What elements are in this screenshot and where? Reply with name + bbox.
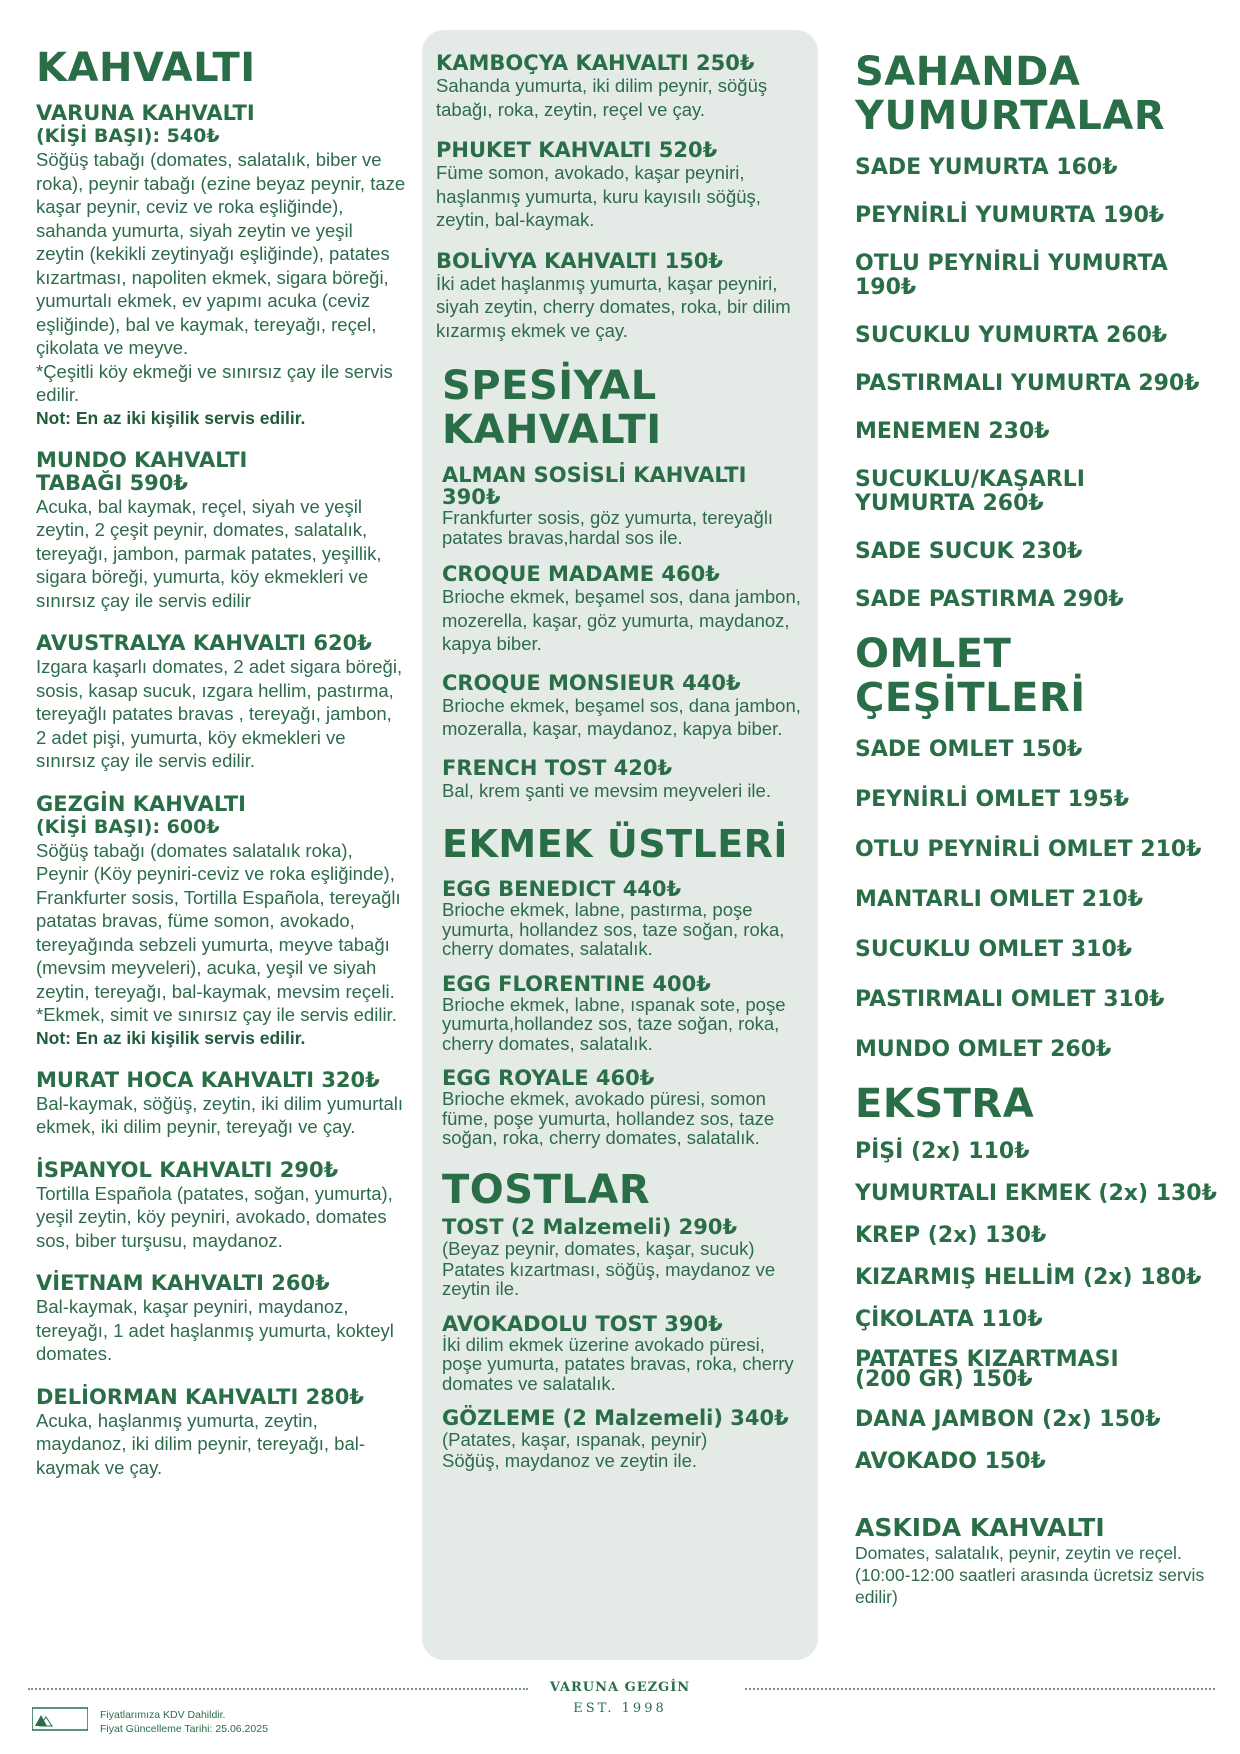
item-title: PHUKET KAHVALTI 520₺ — [436, 138, 718, 162]
item-note: Not: En az iki kişilik servis edilir. — [36, 407, 306, 428]
list-item: PEYNİRLİ OMLET 195₺ — [855, 787, 1130, 812]
spesiyal-section — [436, 364, 806, 1471]
askida-kahvalti — [855, 1514, 1225, 1608]
item-desc: Söğüş, maydanoz ve zeytin ile. — [442, 1450, 698, 1471]
item-price: 390₺ — [442, 485, 501, 509]
item-desc: Brioche ekmek, beşamel sos, dana jambon, mozeralla, kaşar, maydanoz, kapya biber. — [442, 694, 801, 739]
menu-item-french-tost — [442, 757, 806, 803]
menu-item-tost — [442, 1216, 806, 1299]
menu-item-deliorman — [36, 1386, 406, 1480]
menu-item-egg-benedict — [442, 878, 806, 959]
list-item: YUMURTALI EKMEK (2x) 130₺ — [855, 1181, 1217, 1206]
item-title: GÖZLEME (2 Malzemeli) 340₺ — [442, 1406, 789, 1430]
omlet-heading: OMLET ÇEŞİTLERİ — [855, 631, 1086, 721]
item-desc: Füme somon, avokado, kaşar peyniri, haşlanmış yumurta, kuru kayısılı söğüş, zeytin, bal-kaymak. — [436, 162, 761, 230]
menu-item-gozleme — [442, 1407, 806, 1471]
item-desc: Söğüş tabağı (domates, salatalık, biber ve roka), peynir tabağı (ezine beyaz peynir, taze kaşar peynir, ceviz ve roka eşliğinde), sahanda yumurta, siyah zeytin ve yeşil zeytin (kekikli zeytinyağı eşliğinde), patates kızartması, napoliten ekmek, sigara böreği, yumurtalı ekmek, ev yapımı acuka (ceviz eşliğinde), bal ve kaymak, tereyağı, reçel, çikolata ve meyve. — [36, 149, 406, 358]
item-desc: İki adet haşlanmış yumurta, kaşar peyniri, siyah zeytin, cherry domates, roka, bir dilim kızarmış ekmek ve çay. — [436, 272, 791, 341]
item-desc: Bal-kaymak, kaşar peyniri, maydanoz, tereyağı, 1 adet haşlanmış yumurta, kokteyl domates. — [36, 1296, 394, 1364]
list-item: SADE YUMURTA 160₺ — [855, 155, 1118, 180]
yerli-uretim-logo-icon — [32, 1707, 88, 1731]
item-title: CROQUE MADAME 460₺ — [442, 562, 720, 586]
list-item: OTLU PEYNİRLİ OMLET 210₺ — [855, 837, 1202, 862]
ekmek-heading: EKMEK ÜSTLERİ — [442, 822, 789, 866]
item-desc: Brioche ekmek, labne, ıspanak sote, poşe yumurta,hollandez sos, taze soğan, roka, cherry domates, salatalık. — [442, 993, 786, 1054]
item-title: AVOKADOLU TOST 390₺ — [442, 1311, 723, 1336]
item-note: Not: En az iki kişilik servis edilir. — [36, 1027, 306, 1048]
item-desc: Acuka, bal kaymak, reçel, siyah ve yeşil zeytin, 2 çeşit peynir, domates, salatalık, tereyağı, jambon, parmak patates, yeşillik, sigara böreği, yumurta, köy ekmekleri ve sınırsız çay ile servis edilir — [36, 495, 382, 611]
list-item: KREP (2x) 130₺ — [855, 1223, 1047, 1248]
list-item: KIZARMIŞ HELLİM (2x) 180₺ — [855, 1265, 1202, 1290]
item-title: ALMAN SOSİSLİ KAHVALTI — [442, 463, 747, 487]
footer-info — [100, 1708, 268, 1736]
item-desc-extra: *Çeşitli köy ekmeği ve sınırsız çay ile servis edilir. — [36, 360, 393, 405]
list-item: PATATES KIZARTMASI (200 GR) 150₺ — [855, 1347, 1119, 1392]
list-item: PİŞİ (2x) 110₺ — [855, 1139, 1030, 1164]
item-desc: Izgara kaşarlı domates, 2 adet sigara böreği, sosis, kasap sucuk, ızgara hellim, pastırma, tereyağlı patates bravas , tereyağı, jambon, 2 adet pişi, yumurta, köy ekmekleri ve sınırsız çay ile servis edilir. — [36, 656, 403, 771]
list-item: SUCUKLU YUMURTA 260₺ — [855, 323, 1168, 348]
menu-item-mundo — [36, 449, 406, 613]
item-title: KAMBOÇYA KAHVALTI 250₺ — [436, 51, 755, 75]
menu-item-bolivya — [436, 250, 806, 343]
item-title: VARUNA KAHVALTI — [36, 101, 255, 125]
item-title: AVUSTRALYA KAHVALTI 620₺ — [36, 631, 372, 655]
menu-item-phuket — [436, 139, 806, 232]
item-title: BOLİVYA KAHVALTI 150₺ — [436, 248, 724, 273]
menu-item-gezgin — [36, 793, 406, 1049]
item-desc: Sahanda yumurta, iki dilim peynir, söğüş tabağı, roka, zeytin, reçel ve çay. — [436, 75, 768, 120]
item-desc: Söğüş tabağı (domates salatalık roka), Peynir (Köy peyniri-ceviz ve roka eşliğinde), Frankfurter sosis, Tortilla Española, tereyağlı patatas bravas, füme somon, avokado, tereyağında sebzeli yumurta, meyve tabağı (mevsim meyveleri), acuka, yeşil ve siyah zeytin, tereyağı, bal-kaymak, mevsim reçeli. — [36, 839, 401, 1002]
ekstra-heading: EKSTRA — [855, 1081, 1035, 1127]
brand-est: EST. 1998 — [573, 1701, 667, 1716]
list-item: MUNDO OMLET 260₺ — [855, 1037, 1112, 1062]
list-item: OTLU PEYNİRLİ YUMURTA 190₺ — [855, 251, 1168, 300]
kahvalti-column — [36, 46, 406, 1499]
item-desc: Brioche ekmek, avokado püresi, somon füme, poşe yumurta, hollandez sos, taze soğan, roka, cherry domates, salatalık. — [442, 1088, 775, 1148]
list-item: DANA JAMBON (2x) 150₺ — [855, 1407, 1161, 1432]
list-item: PEYNİRLİ YUMURTA 190₺ — [855, 203, 1165, 228]
list-item: MENEMEN 230₺ — [855, 419, 1050, 444]
menu-item-croque-monsieur — [442, 672, 806, 741]
item-desc: Brioche ekmek, labne, pastırma, poşe yumurta, hollandez sos, taze soğan, roka, cherry domates, salatalık. — [442, 899, 785, 959]
item-price: (KİŞİ BAŞI): 600₺ — [36, 815, 220, 838]
ekstra-list — [855, 1140, 1225, 1474]
item-title: CROQUE MONSIEUR 440₺ — [442, 670, 741, 695]
item-desc: Acuka, haşlanmış yumurta, zeytin, maydanoz, iki dilim peynir, tereyağı, bal-kaymak ve çay. — [36, 1409, 366, 1478]
item-price: TABAĞI 590₺ — [36, 470, 189, 495]
list-item: AVOKADO 150₺ — [855, 1449, 1046, 1474]
tostlar-heading: TOSTLAR — [442, 1166, 651, 1213]
item-title: DELİORMAN KAHVALTI 280₺ — [36, 1384, 365, 1409]
yumurta-column — [855, 50, 1225, 1608]
divider — [745, 1688, 1215, 1690]
item-title: İSPANYOL KAHVALTI 290₺ — [36, 1157, 339, 1182]
special-column-panel — [422, 30, 818, 1660]
item-title: EGG ROYALE 460₺ — [442, 1066, 655, 1090]
item-sub: (Patates, kaşar, ıspanak, peynir) — [442, 1429, 708, 1450]
menu-item-avustralya — [36, 632, 406, 773]
item-desc: Bal, krem şanti ve mevsim meyveleri ile. — [442, 779, 771, 801]
item-title: EGG FLORENTINE 400₺ — [442, 971, 711, 996]
item-desc: İki dilim ekmek üzerine avokado püresi, poşe yumurta, patates bravas, roka, cherry domates ve salatalık. — [442, 1333, 794, 1394]
brand-name: VARUNA GEZGİN — [549, 1680, 691, 1695]
item-title: VİETNAM KAHVALTI 260₺ — [36, 1271, 330, 1295]
menu-item-murat-hoca — [36, 1069, 406, 1139]
menu-item-croque-madame — [442, 563, 806, 656]
item-desc-extra: *Ekmek, simit ve sınırsız çay ile servis edilir. — [36, 1004, 397, 1025]
kahvalti-heading: KAHVALTI — [36, 45, 256, 91]
sahanda-list — [855, 156, 1225, 612]
item-title: TOST (2 Malzemeli) 290₺ — [442, 1214, 738, 1239]
item-desc: Frankfurter sosis, göz yumurta, tereyağlı patates bravas,hardal sos ile. — [442, 507, 774, 548]
item-desc: Tortilla Española (patates, soğan, yumurta), yeşil zeytin, köy peyniri, avokado, domates sos, biber turşusu, maydanoz. — [36, 1182, 393, 1251]
footer — [0, 1665, 1240, 1754]
list-item: SADE SUCUK 230₺ — [855, 539, 1083, 564]
menu-item-varuna — [36, 102, 406, 429]
list-item: SUCUKLU/KAŞARLI YUMURTA 260₺ — [855, 467, 1085, 516]
item-title: FRENCH TOST 420₺ — [442, 755, 673, 780]
item-title: MUNDO KAHVALTI — [36, 447, 248, 472]
item-title: EGG BENEDICT 440₺ — [442, 877, 682, 901]
list-item: SUCUKLU OMLET 310₺ — [855, 937, 1133, 962]
spesiyal-heading: SPESİYAL KAHVALTI — [442, 363, 662, 453]
omlet-list — [855, 738, 1225, 1062]
item-desc: Brioche ekmek, beşamel sos, dana jambon, mozerella, kaşar, göz yumurta, maydanoz, kapya biber. — [442, 586, 801, 654]
menu-item-vietnam — [36, 1272, 406, 1366]
item-sub: (Beyaz peynir, domates, kaşar, sucuk) — [442, 1237, 755, 1259]
menu-item-egg-florentine — [442, 973, 806, 1054]
list-item: PASTIRMALI YUMURTA 290₺ — [855, 371, 1200, 396]
menu-item-kambocya — [436, 52, 806, 121]
menu-item-ispanyol — [36, 1159, 406, 1253]
menu-item-egg-royale — [442, 1067, 806, 1148]
price-update-date: Fiyat Güncelleme Tarihi: 25.06.2025 — [100, 1723, 268, 1735]
sahanda-heading: SAHANDA YUMURTALAR — [855, 49, 1166, 139]
brand-mark — [540, 1680, 700, 1716]
item-desc: Patates kızartması, söğüş, maydanoz ve zeytin ile. — [442, 1258, 776, 1299]
list-item: SADE OMLET 150₺ — [855, 737, 1083, 762]
list-item: SADE PASTIRMA 290₺ — [855, 587, 1124, 612]
askida-title: ASKIDA KAHVALTI — [855, 1513, 1105, 1542]
list-item: ÇİKOLATA 110₺ — [855, 1307, 1043, 1332]
vat-note: Fiyatlarımıza KDV Dahildir. — [100, 1709, 226, 1721]
item-title: GEZGİN KAHVALTI — [36, 791, 246, 816]
item-title: MURAT HOCA KAHVALTI 320₺ — [36, 1067, 380, 1092]
menu-item-avokadolu-tost — [442, 1313, 806, 1394]
list-item: PASTIRMALI OMLET 310₺ — [855, 987, 1165, 1012]
item-desc: Bal-kaymak, söğüş, zeytin, iki dilim yumurtalı ekmek, iki dilim peynir, tereyağı ve çay. — [36, 1092, 404, 1137]
list-item: MANTARLI OMLET 210₺ — [855, 887, 1143, 912]
item-price: (KİŞİ BAŞI): 540₺ — [36, 125, 220, 147]
menu-item-alman — [442, 464, 806, 547]
askida-desc: Domates, salatalık, peynir, zeytin ve reçel. (10:00-12:00 saatleri arasında ücretsiz servis edilir) — [855, 1543, 1205, 1607]
divider — [28, 1688, 528, 1690]
